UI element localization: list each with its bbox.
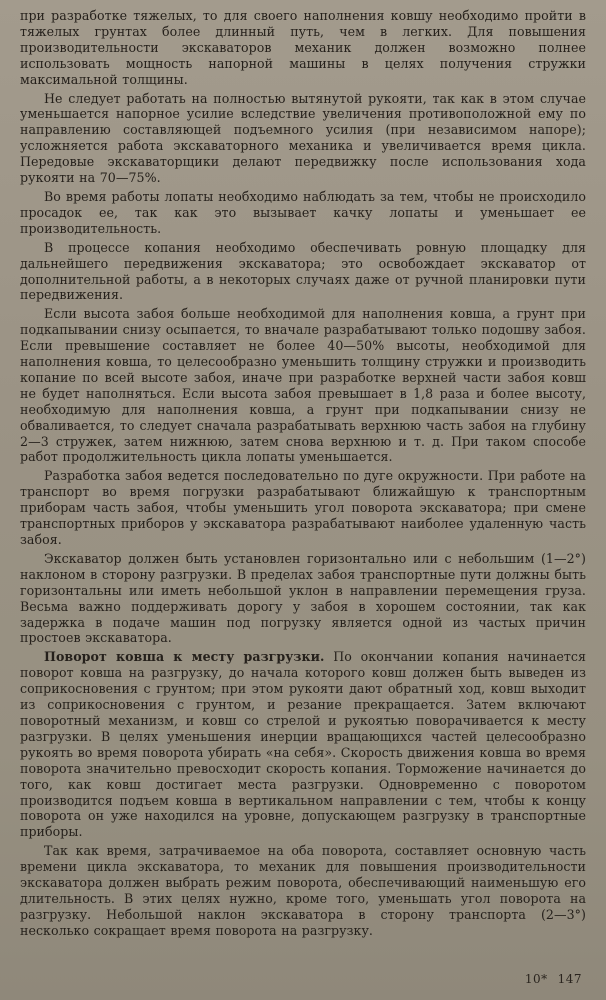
section-heading-bucket-rotation: Поворот ковша к месту разгрузки. [44,649,325,665]
paragraph-rotation-time: Так как время, затрачиваемое на оба поворота, составляет основную часть времени цикла экскаватора, то механик для повышения производительности экскаватора должен выбрать режим поворота, обеспечивающий наименьшую его длительность. В этих целях нужно, кроме того, уменьшать угол поворота на разгрузку. Небольшой наклон экскаватора в сторону транспорта (2—3°) несколько сокращает время поворота на разгрузку. [20,843,586,938]
printer-signature-mark: 10* [524,972,548,986]
paragraph-subsidence: Во время работы лопаты необходимо наблюдать за тем, чтобы не происходило просадок ее, так как это вызывает качку лопаты и уменьшает ее производительность. [20,188,586,236]
book-page [20,8,586,992]
paragraph-excavator-placement: Экскаватор должен быть установлен горизонтально или с небольшим (1—2°) наклоном в сторону разгрузки. В пределах забоя транспортные пути должны быть горизонтальны или иметь небольшой уклон в направлении перемещения груза. Весьма важно поддерживать дорогу у забоя в хорошем состоянии, так как задержка в подаче машин под погрузку является одной из частых причин простоев экскаватора. [20,550,586,646]
paragraph-face-arc: Разработка забоя ведется последовательно по дуге окружности. При работе на транспорт во время погрузки разрабатывают ближайшую к транспортным приборам часть забоя, чтобы уменьшить угол поворота экскаватора; при смене транспортных приборов у экскаватора разрабатывают наиболее удаленную часть забоя. [20,468,586,547]
paragraph-bucket-rotation-body: По окончании копания начинается поворот ковша на разгрузку, до начала которого ковш должен быть выведен из соприкосновения с грунтом; при этом рукояти дают обратный ход, ковш выходит из соприкосновения с грунтом, и резание прекращается. Затем включают поворотный механизм, и ковш со стрелой и рукоятью поворачивается к месту разгрузки. В целях уменьшения инерции вращающихся частей целесообразно рукоять во время поворота убирать «на себя». Скорость движения ковша во время поворота значительно превосходит скорость копания. Торможение начинается до того, как ковш достигает места разгрузки. Одновременно с поворотом производится подъем ковша в вертикальном направлении с тем, чтобы к концу поворота он уже находился на уровне, допускающем разгрузку в транспортные приборы. [20,649,586,840]
paragraph-extended-handle: Не следует работать на полностью вытянутой рукояти, так как в этом случае уменьшается напорное усилие вследствие увеличения противоположной ему по направлению составляющей подъемного усилия (при независимом напоре); усложняется работа экскаваторного механика и увеличивается время цикла. Передовые экскаваторщики делают передвижку после использования хода рукояти на 70—75%. [20,90,586,186]
paragraph-level-ground: В процессе копания необходимо обеспечивать ровную площадку для дальнейшего передвижения экскаватора; это освобождает экскаватор от дополнительной работы, а в некоторых случаях даже от ручной планировки пути передвижения. [20,239,586,303]
page-footer [515,972,582,986]
paragraph-face-height: Если высота забоя больше необходимой для наполнения ковша, а грунт при подкапывании снизу осыпается, то вначале разрабатывают только подошву забоя. Если превышение составляет не более 40—50% высоты, необходимой для наполнения ковша, то целесообразно уменьшить толщину стружки и производить копание по всей высоте забоя, иначе при разработке верхней части забоя ковш не будет наполняться. Если высота забоя превышает в 1,8 раза и более высоту, необходимую для наполнения ковша, а грунт при подкапывании снизу не обваливается, то следует сначала разрабатывать верхнюю часть забоя на глубину 2—3 стружек, затем нижнюю, затем снова верхнюю и т. д. При таком способе работ продолжительность цикла лопаты уменьшается. [20,306,586,465]
paragraph-bucket-rotation [20,649,586,840]
paragraph-continuation: при разработке тяжелых, то для своего наполнения ковшу необходимо пройти в тяжелых грунтах более длинный путь, чем в легких. Для повышения производительности экскаваторов механик должен возможно полнее использовать мощность напорной машины в целях получения стружки максимальной толщины. [20,8,586,87]
page-number: 147 [557,972,582,986]
